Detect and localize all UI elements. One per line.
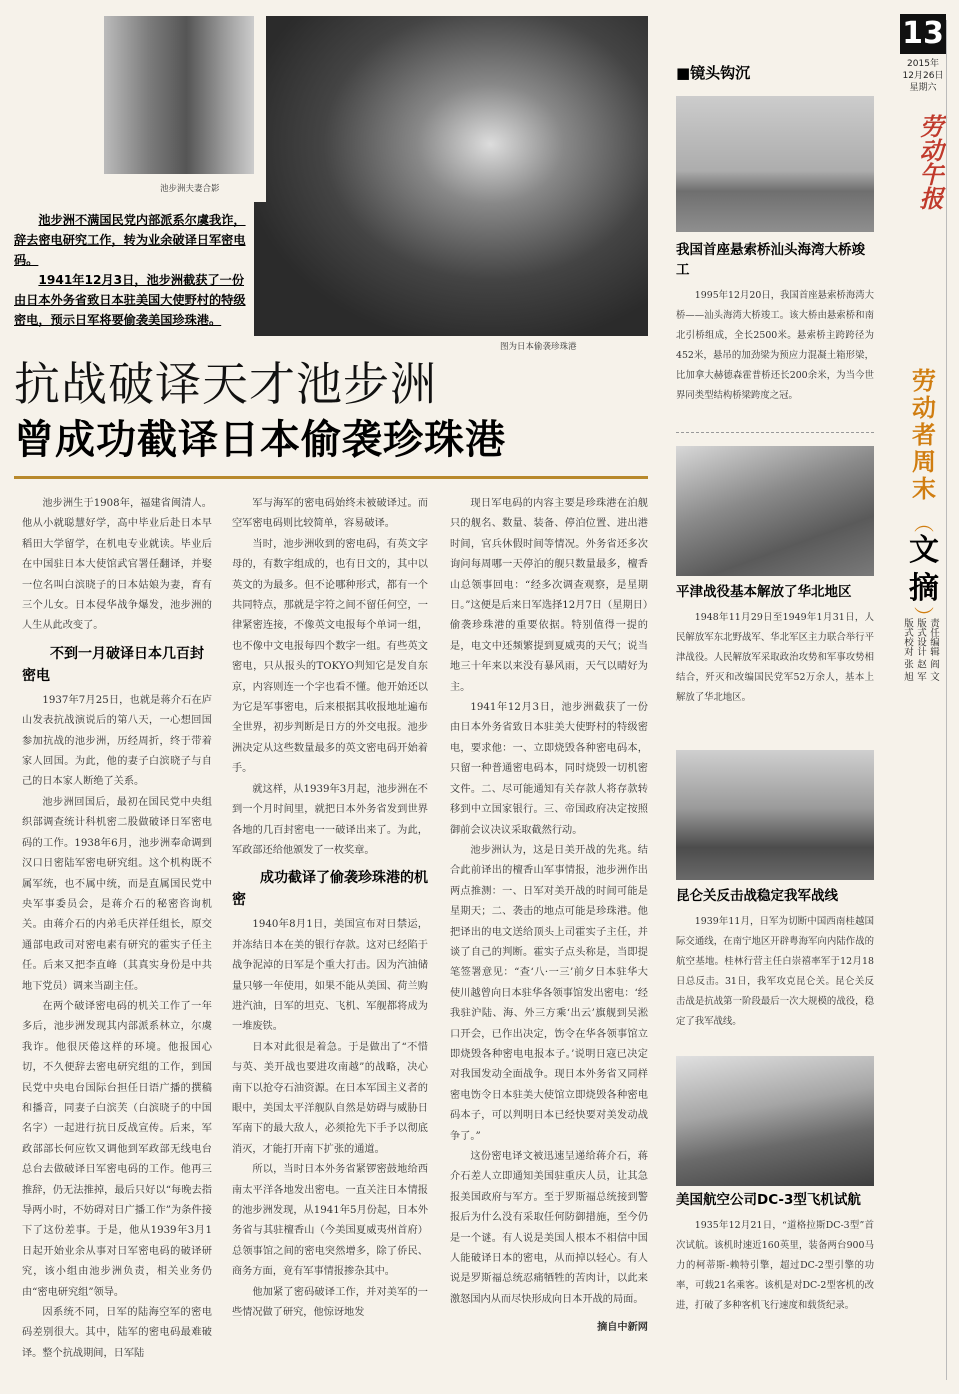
sidebar-item-4 <box>676 1190 874 1316</box>
lead-paragraph-1: 池步洲不满国民党内部派系尔虞我诈，辞去密电研究工作，转为业余破译日军密电码。 <box>14 213 246 267</box>
couple-caption: 池步洲夫妻合影 <box>160 184 220 194</box>
sidebar-divider <box>676 432 874 433</box>
section-sub-label: 文摘 <box>909 533 939 606</box>
issue-date <box>898 58 948 94</box>
right-edge-rule <box>946 20 947 1380</box>
page-number: 13 <box>900 14 946 54</box>
couple-photo-frame <box>104 16 266 202</box>
date-day: 12月26日 <box>902 71 944 81</box>
pearl-harbor-photo <box>254 16 648 336</box>
sidebar-item-body: 1995年12月20日，我国首座悬索桥海湾大桥——汕头海湾大桥竣工。该大桥由悬索桥和南北引桥组成，全长2500米。悬索桥主跨跨径为452米，悬吊的加劲梁为预应力混凝土箱形梁，比加拿大赫德森霍普桥还长200余米，为当今世界同类型结构桥梁跨度之冠。 <box>676 290 874 401</box>
source-credit: 摘自中新网 <box>597 1322 648 1334</box>
sidebar-item-title: 我国首座悬索桥汕头海湾大桥竣工 <box>676 242 865 278</box>
sidebar-item-2 <box>676 582 874 708</box>
article-paragraph: 1941年12月3日，池步洲截获了一份由日本外务省致日本驻美大使野村的特级密电，要求他：一、立即烧毁各种密电码本，只留一种普通密电码本，同时烧毁一切机密文件。二、尽可能通知有关存款人将存款转移到中立国家银行。三、帝国政府决定按照御前会议决议采取截然行动。 <box>450 702 648 836</box>
headline-line-1: 抗战破译天才池步洲 <box>14 357 437 411</box>
credits <box>902 618 939 728</box>
pearl-harbor-caption: 图为日本偷袭珍珠港 <box>500 342 577 352</box>
lead-box <box>14 206 254 334</box>
sidebar-item-title: 平津战役基本解放了华北地区 <box>676 584 852 600</box>
section-sub <box>900 511 948 629</box>
article-paragraph: 当时，池步洲收到的密电码，有英文字母的，有数字组成的，也有日文的，其中以英文的为最多。但不论哪种形式，都有一个共同特点，那就是字符之间不留任何空，一律紧密连接，不像英文电报每个单词一组，也不像中文电报每四个数字一组。有些英文密电，只从报头的TOKYO判知它是发自东京，内容则连一个字也看不懂。他开始还以为它是军事密电，后来根据其收报地址遍布全世界，初步判断是日方的外交电报。池步洲决定从这些数量最多的英文密电码开始着手。 <box>232 538 428 775</box>
headline-rule <box>14 476 648 479</box>
section-title: 劳动者周末 <box>912 367 936 503</box>
sidebar-item-body: 1935年12月21日，“道格拉斯DC-3型”首次试航。该机时速近160英里，装备两台900马力的柯蒂斯-赖特引擎，超过DC-2型引擎的功率，可载21名乘客。该机是对DC-2型客机的改进，打破了多种客机飞行速度和载货纪录。 <box>676 1220 874 1311</box>
article-paragraph: 日本对此很是着急。于是做出了“不惜与英、美开战也要进攻南越”的战略，决心南下以抢夺石油资源。在日本军国主义者的眼中，美国太平洋舰队自然是妨碍与威胁日军南下的最大敌人，必须抢先下手予以彻底消灭，才能打开南下扩张的通道。 <box>232 1041 428 1155</box>
credit-line: 版式校对 张 旭 <box>902 618 913 682</box>
article-paragraph: 所以，当时日本外务省紧锣密鼓地给西南太平洋各地发出密电。一直关注日本情报的池步洲发现，从1941年5月份起，日本外务省与其驻檀香山（今美国夏威夷州首府）总领事馆之间的密电突然增多，除了侨民、商务方面，竟有军事情报掺杂其中。 <box>232 1164 428 1278</box>
article-subheading: 成功截译了偷袭珍珠港的机密 <box>232 870 428 909</box>
lead-paragraph-2: 1941年12月3日，池步洲截获了一份由日本外务省致日本驻美国大使野村的特级密电，预示日军将要偷袭美国珍珠港。 <box>14 273 246 327</box>
article-paragraph: 因系统不同，日军的陆海空军的密电码差别很大。其中，陆军的密电码最难破译。整个抗战期间，日军陆 <box>22 1307 212 1359</box>
article-paragraph: 军与海军的密电码始终未被破译过。而空军密电码则比较简单，容易破译。 <box>232 498 428 530</box>
bracket-bottom-icon: ︶ <box>914 605 934 629</box>
credit-line: 责任编辑 阎 文 <box>928 618 939 682</box>
article-paragraph: 现日军电码的内容主要是珍珠港在泊舰只的舰名、数量、装备、停泊位置、进出港时间，官兵休假时间等情况。外务省还多次询问每周哪一天停泊的舰只数量最多，檀香山总领事回电：“经多次调查观察，是星期日。”这便是后来日军选择12月7日（星期日）偷袭珍珠港的重要依据。特别值得一提的是，电文中还频繁提到夏威夷的天气；说当地三十年来以来没有暴风雨，天气以晴好为主。 <box>450 498 648 693</box>
headline-line-2: 曾成功截译日本偷袭珍珠港 <box>14 417 506 463</box>
article-paragraph: 他加紧了密码破译工作，并对美军的一些情况做了研究，他惊讶地发 <box>232 1286 428 1319</box>
sidebar-item-body: 1948年11月29日至1949年1月31日，人民解放军东北野战军、华北军区主力联合举行平津战役。人民解放军采取政治攻势和军事攻势相结合，歼灭和改编国民党军52万余人，基本上解放了华北地区。 <box>676 612 874 703</box>
sidebar-item-body: 1939年11月，日军为切断中国西南桂越国际交通线，在南宁地区开辟粤海军向内陆作战的航空基地。桂林行营主任白崇禧率军于12月18日总反击。31日，我军攻克昆仑关。昆仑关反击战是抗战第一阶段最后一次大规模的战役，稳定了我军战线。 <box>676 916 874 1027</box>
article-paragraph: 池步洲认为，这是日美开战的先兆。结合此前译出的檀香山军事情报，池步洲作出两点推测：一、日军对美开战的时间可能是星期天；二、袭击的地点可能是珍珠港。他把译出的电文送给顶头上司霍实子主任，并谈了自己的判断。霍实子点头称是，当即提笔签署意见：“查‘八·一三’前夕日本驻华大使川越曾向日本驻华各领事馆发出密电：‘经我驻沪陆、海、外三方乘‘出云’旗舰到吴淞口开会，已作出决定，饬令在华各领事馆立即烧毁各种密电电报本子。’说明日寇已决定对我国发动全面战争。现日本外务省又同样密电饬令日本驻美大使馆立即烧毁各种密电码本子，可以判明日本已经快要对美发动战争了。” <box>450 844 648 1142</box>
article-paragraph: 1937年7月25日，也就是蒋介石在庐山发表抗战演说后的第八天，一心想回国参加抗战的池步洲，历经周折，终于带着家人回国。为此，他的妻子白滨晓子与自己的日本家人断绝了关系。 <box>22 694 212 788</box>
sidebar-header: ■镜头钩沉 <box>676 64 751 82</box>
article-paragraph: 就这样，从1939年3月起，池步洲在不到一个月时间里，就把日本外务省发到世界各地的几百封密电一一破译出来了。为此，军政部还给他颁发了一枚奖章。 <box>232 783 428 856</box>
article-paragraph: 在两个破译密电码的机关工作了一年多后，池步洲发现其内部派系林立，尔虞我诈。他很厌倦这样的环境。他报国心切，不久便辞去密电研究组的工作，到国民党中央电台国际台担任日语广播的撰稿和播音，同妻子白滨芙（白滨晓子的中国名字）一起进行抗日反战宣传。后来，军政部部长何应钦又调他到军政部无线电台总台去做破译日军密电码的工作。他再三推辞，仍无法推掉，最后只好以“每晚去指导两小时，不妨碍对日广播工作”为条件接下了这份差事。于是，他从1939年3月1日起开始业余从事对日军密电码的破译研究，该小组由池步洲负责，相关业务仍由“密电研究组”领导。 <box>22 1000 212 1298</box>
article-paragraph: 1940年8月1日，美国宣布对日禁运，并冻结日本在美的银行存款。这对已经陷于战争泥淖的日军是个重大打击。因为汽油储量只够一年使用，如果不能从美国、荷兰购进汽油，日军的坦克、飞机、军舰都将成为一堆废铁。 <box>232 919 428 1033</box>
credit-line: 版式设计 赵 军 <box>915 618 926 682</box>
bridge-photo <box>676 96 874 232</box>
article-paragraph: 池步洲生于1908年，福建省闽清人。他从小就聪慧好学，高中毕业后赴日本早稻田大学留学，在机电专业就读。毕业后在中国驻日本大使馆武官署任翻译，并娶一位名叫白滨晓子的日本姑娘为妻，育有三个儿女。日本侵华战争爆发，池步洲的人生从此改变了。 <box>22 498 212 632</box>
airplane-photo <box>676 1056 874 1186</box>
article-column-2 <box>232 494 428 1374</box>
article-paragraph: 池步洲回国后，最初在国民党中央组织部调查统计科机密二股做破译日军密电码的工作。1938年6月，池步洲奉命调到汉口日密陆军密电研究组。这个机构既不属军统，也不属中统，而是直属国民党中央军事委员会，是蒋介石的秘密咨询机关。由蒋介石的内弟毛庆祥任组长，原交通部电政司对密电素有研究的霍实子任主任。后来又把李直峰（其真实身份是中共地下党员）调来当副主任。 <box>22 796 212 992</box>
date-year: 2015年 <box>907 59 939 69</box>
paper-name-logo: 劳动午报 <box>915 114 944 210</box>
article-column-1 <box>22 494 212 1374</box>
sidebar-item-title: 美国航空公司DC-3型飞机试航 <box>676 1192 861 1208</box>
sidebar-item-title: 昆仑关反击战稳定我军战线 <box>676 888 838 904</box>
article-subheading: 不到一月破译日本几百封密电 <box>22 645 204 684</box>
couple-photo <box>104 16 254 174</box>
article-paragraph: 这份密电译文被迅速呈递给蒋介石，蒋介石差人立即通知美国驻重庆人员，让其急报美国政府与军方。至于罗斯福总统接到警报后为什么没有采取任何防御措施，至今仍是一个谜。有人说是美国人根本不相信中国人能破译日本的密电，从而掉以轻心。有人说是罗斯福总统忍痛牺牲的苦肉计，以此来激怒国内从而尽快形成向日本开战的局面。 <box>450 1151 648 1305</box>
sidebar-item-1 <box>676 240 874 406</box>
battle-photo <box>676 750 874 880</box>
article-column-3 <box>450 494 648 1374</box>
bracket-top-icon: ︵ <box>914 511 934 535</box>
troops-photo <box>676 446 874 576</box>
sidebar-item-3 <box>676 886 874 1032</box>
date-weekday: 星期六 <box>909 83 937 93</box>
